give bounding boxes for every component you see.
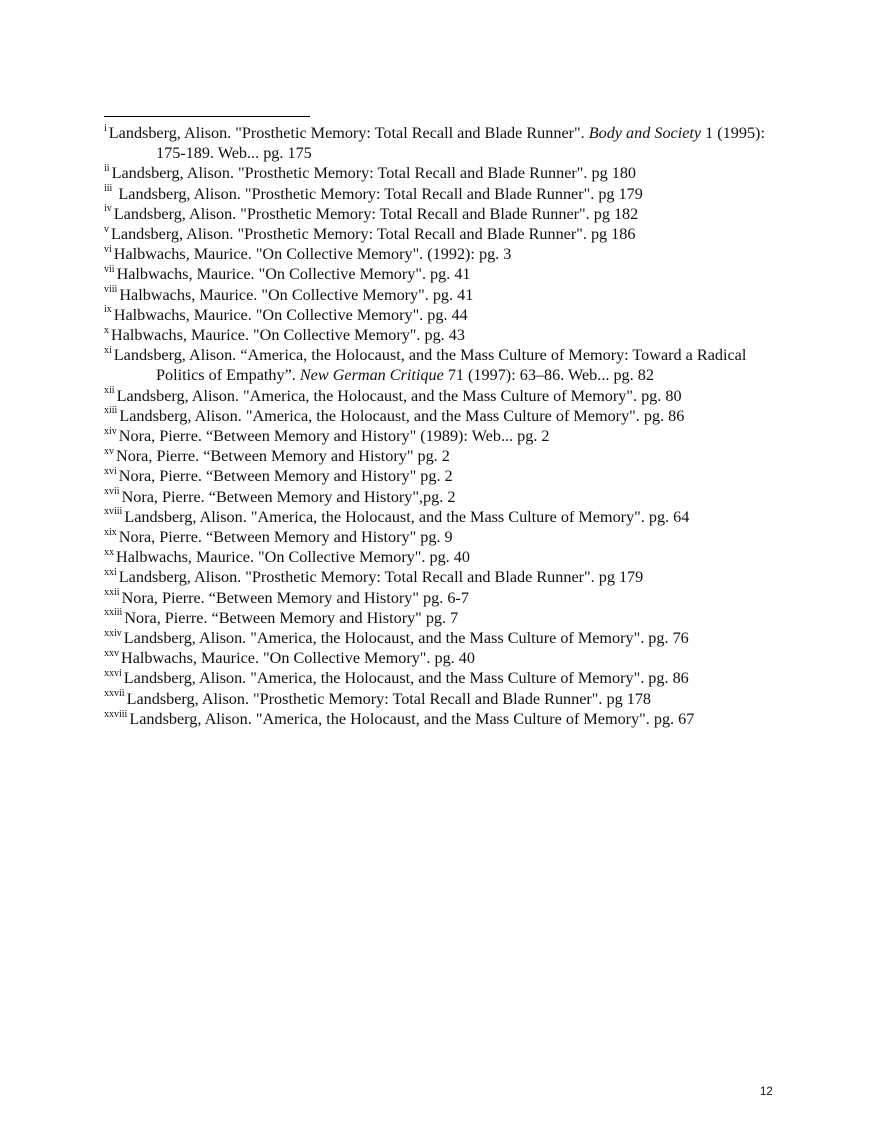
footnote-text: Landsberg, Alison. "Prosthetic Memory: Total Recall and Blade Runner". pg 179 xyxy=(118,568,644,587)
footnote-marker: xv xyxy=(104,445,114,457)
footnote-marker: xi xyxy=(104,344,112,356)
footnote-marker: xxviii xyxy=(104,708,128,720)
footnote xyxy=(104,507,784,527)
footnote-text: Halbwachs, Maurice. "On Collective Memory". (1992): pg. 3 xyxy=(113,245,512,264)
footnote-text: Landsberg, Alison. "Prosthetic Memory: Total Recall and Blade Runner". xyxy=(108,124,589,142)
footnote-text: Nora, Pierre. “Between Memory and History" pg. 2 xyxy=(116,447,450,466)
footnote-marker: viii xyxy=(104,284,118,296)
footnote-marker: xvii xyxy=(104,486,120,498)
footnote xyxy=(104,547,784,567)
footnote-marker: xviii xyxy=(104,506,123,518)
footnote xyxy=(104,305,784,325)
footnote-text-tail: 71 (1997): 63–86. Web... pg. 82 xyxy=(443,366,654,385)
footnote-marker: v xyxy=(104,223,109,235)
footnote-text: Landsberg, Alison. "America, the Holocaust, and the Mass Culture of Memory". pg. 67 xyxy=(129,709,695,728)
footnote xyxy=(104,184,784,204)
footnote xyxy=(104,244,784,264)
footnote-text: Landsberg, Alison. "America, the Holocaust, and the Mass Culture of Memory". pg. 86 xyxy=(123,669,689,688)
footnote xyxy=(104,567,784,587)
footnote xyxy=(104,709,784,729)
footnote-text: Landsberg, Alison. "America, the Holocaust, and the Mass Culture of Memory". pg. 64 xyxy=(124,507,690,526)
footnote-text: Nora, Pierre. “Between Memory and History" pg. 7 xyxy=(124,608,459,627)
footnote-list xyxy=(104,123,784,729)
footnote xyxy=(104,163,784,183)
footnote-marker: xxvi xyxy=(104,668,122,680)
footnote xyxy=(104,487,784,507)
footnote-text: Halbwachs, Maurice. "On Collective Memory". pg. 40 xyxy=(121,649,475,668)
footnote xyxy=(104,386,784,406)
footnote-marker: xxiv xyxy=(104,627,122,639)
footnote-text: Nora, Pierre. “Between Memory and History" pg. 2 xyxy=(118,467,453,486)
footnote-marker: vii xyxy=(104,264,115,276)
footnote xyxy=(104,527,784,547)
footnote xyxy=(104,123,784,163)
footnote xyxy=(104,325,784,345)
footnote-marker: xxvii xyxy=(104,688,125,700)
footnote-text: Halbwachs, Maurice. "On Collective Memory". pg. 41 xyxy=(119,285,474,304)
footnote-text: Halbwachs, Maurice. "On Collective Memory". pg. 44 xyxy=(113,305,468,324)
footnote xyxy=(104,406,784,426)
footnote xyxy=(104,285,784,305)
footnote-text: Landsberg, Alison. "America, the Holocaust, and the Mass Culture of Memory". pg. 80 xyxy=(116,386,682,405)
footnote-text: Landsberg, Alison. "Prosthetic Memory: Total Recall and Blade Runner". pg 182 xyxy=(113,204,639,223)
footnote-marker: ix xyxy=(104,304,112,316)
footnote-text: Landsberg, Alison. “America, the Holocaust, and the Mass Culture of Memory: Toward a Radical Politics of Empathy”. xyxy=(113,346,747,385)
footnote-marker: iv xyxy=(104,203,112,215)
footnote xyxy=(104,446,784,466)
footnote-text: Landsberg, Alison. "Prosthetic Memory: Total Recall and Blade Runner". pg 180 xyxy=(111,164,637,183)
footnote-marker: xiii xyxy=(104,405,118,417)
footnote xyxy=(104,466,784,486)
footnote xyxy=(104,648,784,668)
footnote-text: Landsberg, Alison. "Prosthetic Memory: Total Recall and Blade Runner". pg 178 xyxy=(126,689,652,708)
footnote-text: Landsberg, Alison. "America, the Holocaust, and the Mass Culture of Memory". pg. 76 xyxy=(123,629,689,648)
footnote-marker: xvi xyxy=(104,466,117,478)
footnote-marker: xxi xyxy=(104,567,117,579)
footnote-marker: xx xyxy=(104,546,114,558)
footnote-marker: xxiii xyxy=(104,607,123,619)
footnote-marker: i xyxy=(104,122,107,134)
footnote-text: Landsberg, Alison. "Prosthetic Memory: Total Recall and Blade Runner". pg 186 xyxy=(111,225,636,244)
footnote xyxy=(104,588,784,608)
page-number: 12 xyxy=(760,1086,773,1098)
footnote-separator xyxy=(104,116,310,117)
footnote xyxy=(104,345,784,385)
footnote-text: Halbwachs, Maurice. "On Collective Memory". pg. 43 xyxy=(111,326,465,345)
footnote-text: Nora, Pierre. “Between Memory and History" pg. 9 xyxy=(118,528,453,547)
footnote-marker: xiv xyxy=(104,425,117,437)
footnote-marker: vi xyxy=(104,243,112,255)
footnote-text: Landsberg, Alison. "America, the Holocaust, and the Mass Culture of Memory". pg. 86 xyxy=(119,406,685,425)
footnote-text: Halbwachs, Maurice. "On Collective Memory". pg. 41 xyxy=(116,265,471,284)
footnote xyxy=(104,608,784,628)
footnote xyxy=(104,224,784,244)
footnote-marker: ii xyxy=(104,163,110,175)
footnote-marker: x xyxy=(104,324,109,336)
footnote xyxy=(104,689,784,709)
footnote-text: Halbwachs, Maurice. "On Collective Memory". pg. 40 xyxy=(116,548,470,567)
footnote-text: Nora, Pierre. “Between Memory and History" pg. 6-7 xyxy=(121,588,469,607)
footnote xyxy=(104,426,784,446)
footnote xyxy=(104,668,784,688)
footnote-marker: xxii xyxy=(104,587,120,599)
footnote-text: Nora, Pierre. “Between Memory and History" (1989): Web... pg. 2 xyxy=(118,427,550,446)
footnote-journal-title: New German Critique xyxy=(299,366,444,385)
footnote xyxy=(104,204,784,224)
footnote-text: Nora, Pierre. “Between Memory and History",pg. 2 xyxy=(121,487,456,506)
footnote-marker: xii xyxy=(104,385,115,397)
footnote-marker: xix xyxy=(104,526,117,538)
footnote-journal-title: Body and Society xyxy=(588,124,702,142)
footnote-marker: xxv xyxy=(104,647,119,659)
footnote-text: Landsberg, Alison. "Prosthetic Memory: Total Recall and Blade Runner". pg 179 xyxy=(114,184,643,203)
footnote xyxy=(104,628,784,648)
footnote-text-tail: 1 (1995): 175-189. Web... pg. 175 xyxy=(156,124,765,163)
footnote xyxy=(104,264,784,284)
footnote-marker: iii xyxy=(104,183,113,195)
